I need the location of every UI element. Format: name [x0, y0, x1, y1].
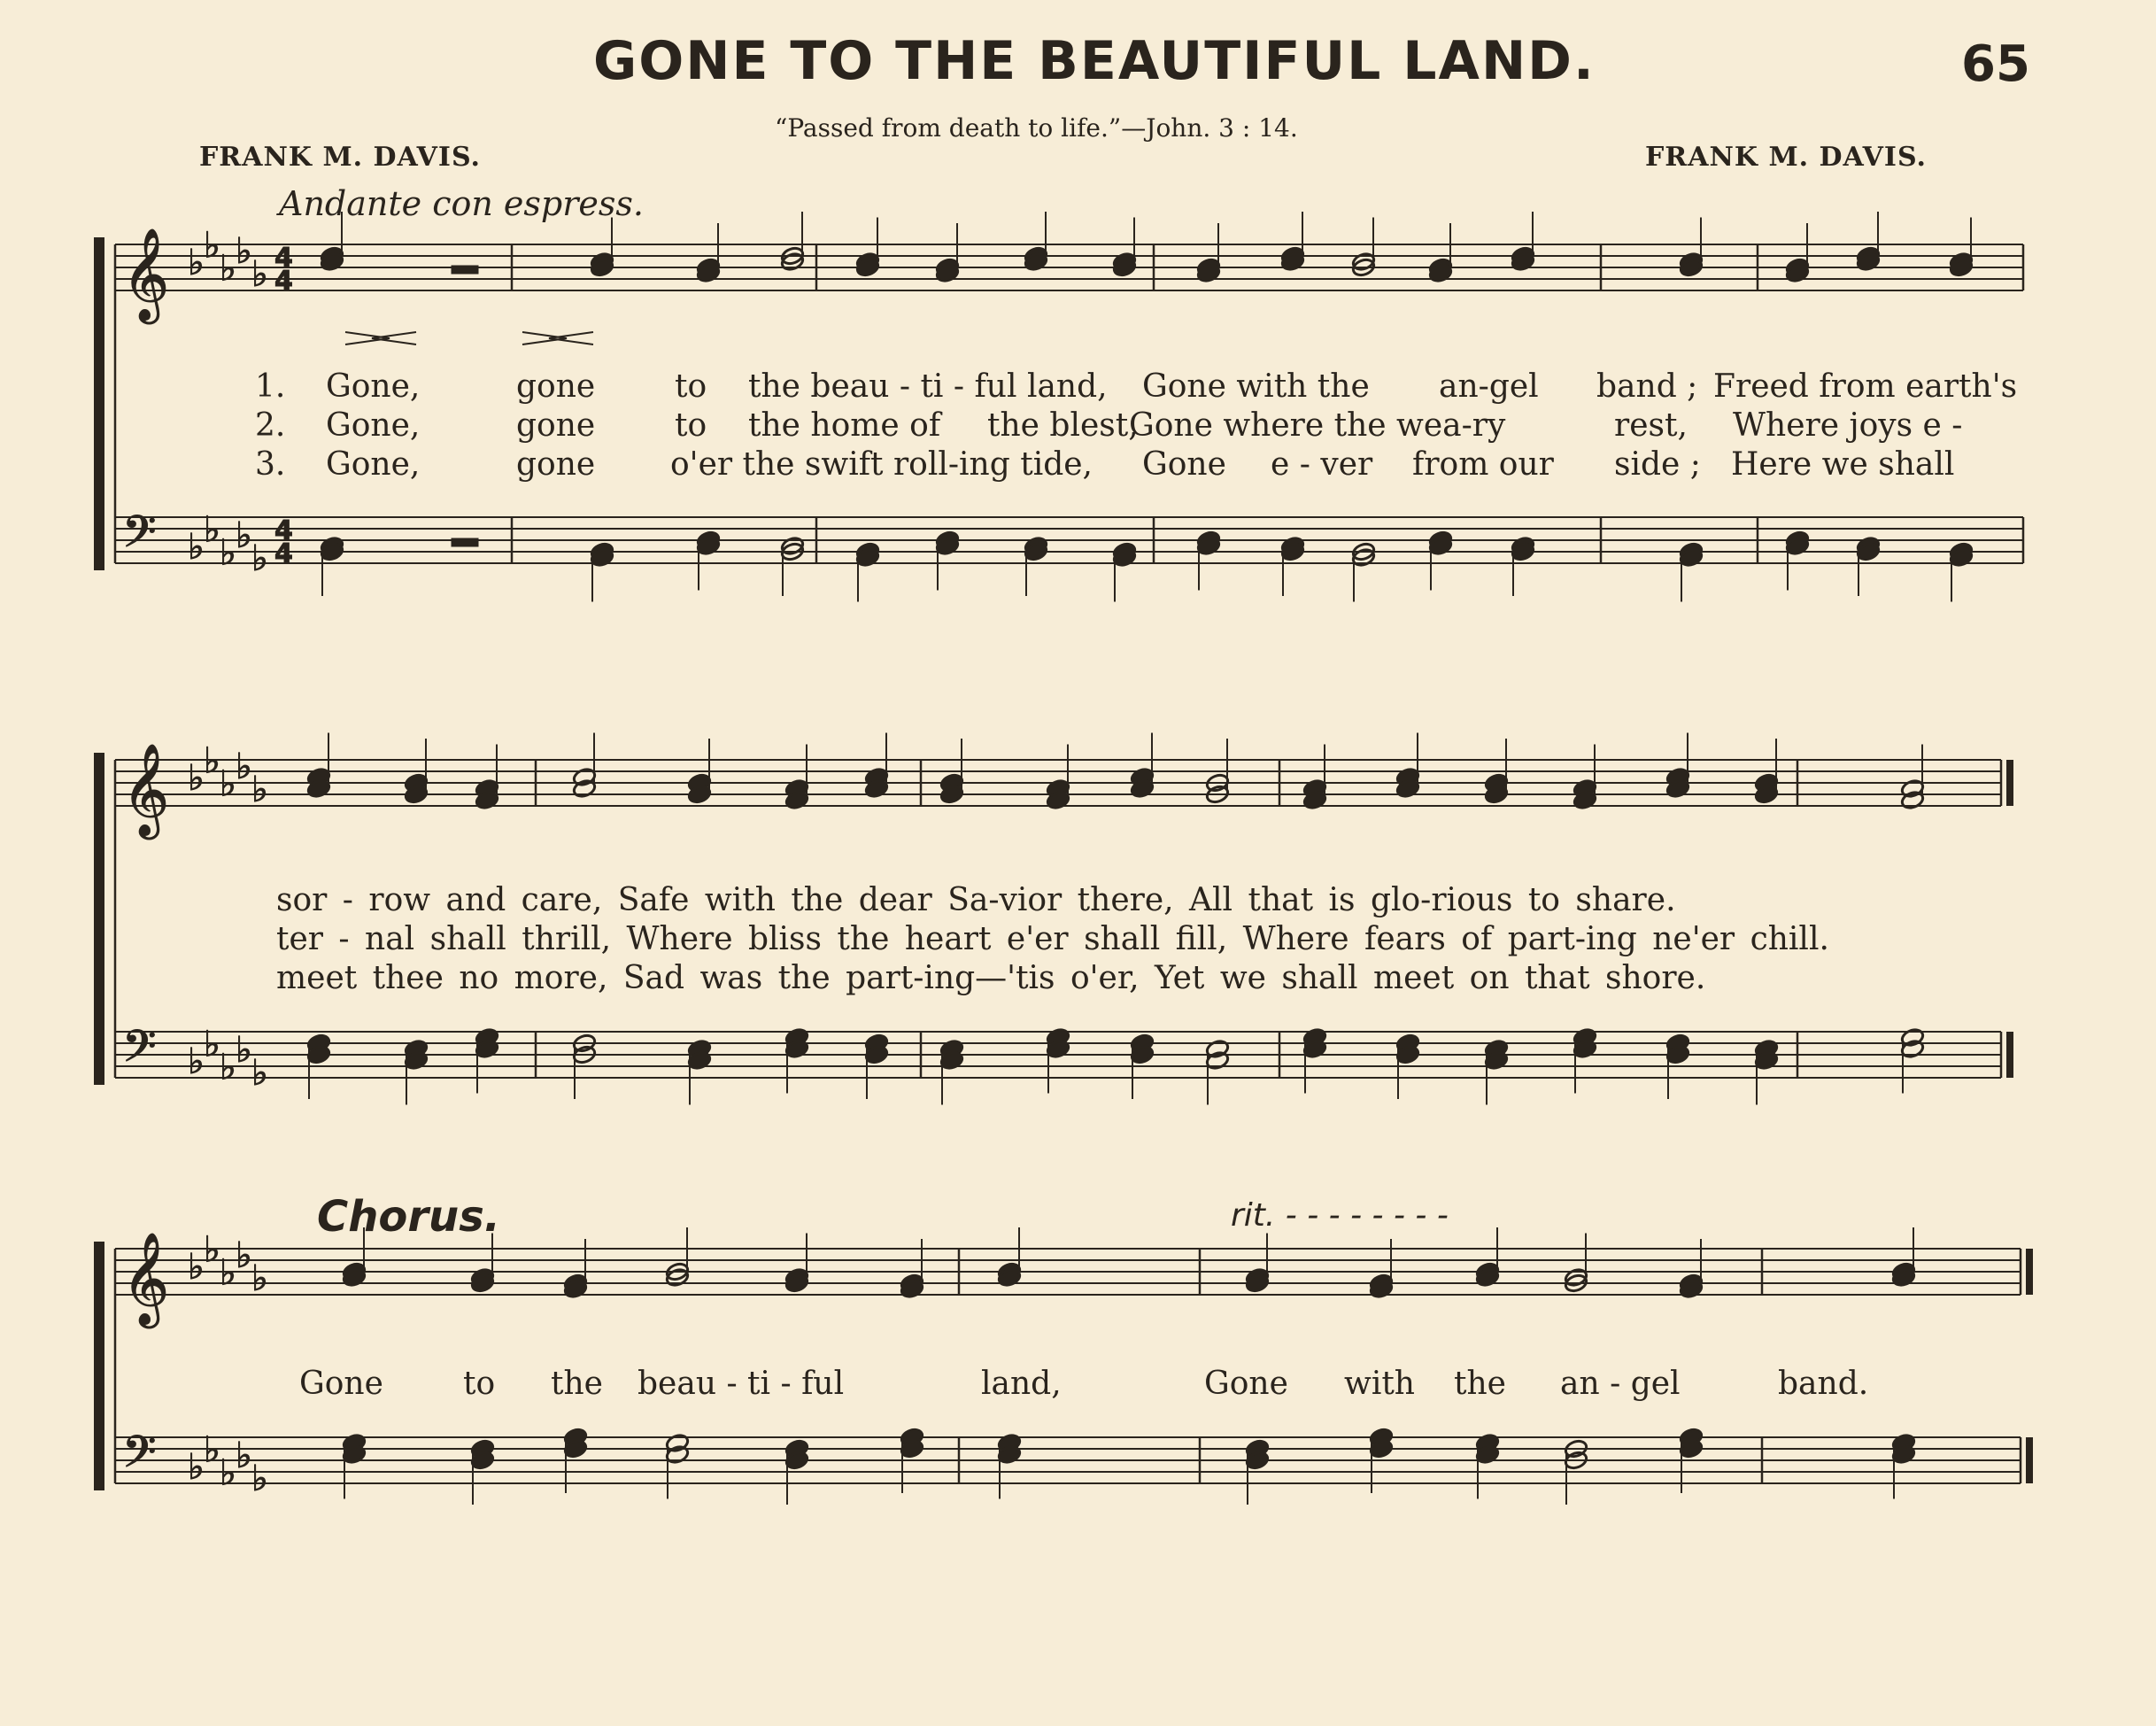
lyric-syllable: Gone	[1142, 446, 1226, 483]
lyric-syllable: Gone where the wea-ry	[1129, 407, 1506, 444]
treble-clef: 𝄞	[122, 1232, 170, 1325]
song-title: GONE TO THE BEAUTIFUL LAND.	[593, 30, 1596, 92]
lyric-syllable: gone	[516, 407, 596, 444]
time-signature-top: 4	[274, 515, 293, 546]
flat-sign: ♭	[220, 763, 236, 805]
flat-sign: ♭	[204, 1024, 220, 1065]
bass-clef: 𝄢	[122, 1427, 157, 1489]
time-signature-bottom: 4	[274, 538, 293, 569]
flat-sign: ♭	[220, 1047, 236, 1088]
dynamics-hairpin	[372, 332, 416, 344]
flat-sign: ♭	[188, 527, 205, 568]
time-signature-top: 4	[274, 243, 293, 274]
lyric-syllable: rest,	[1614, 407, 1688, 444]
time-signature-bottom: 4	[274, 266, 293, 297]
lyric-syllable: to	[675, 368, 707, 405]
lyric-syllable: the blest,	[987, 407, 1139, 444]
lyric-syllable: gone	[516, 446, 596, 483]
lyric-syllable: Gone with the	[1142, 368, 1370, 405]
flat-sign: ♭	[204, 740, 220, 782]
lyric-syllable: gone	[516, 368, 596, 405]
lyric-syllable: band ;	[1596, 368, 1698, 405]
lyric-syllable: an-gel	[1439, 368, 1539, 405]
dynamics-hairpin	[345, 332, 390, 344]
flat-sign: ♭	[236, 1235, 252, 1276]
rest	[452, 538, 478, 546]
verse-number: 2.	[255, 407, 286, 444]
lyric-syllable: Gone,	[326, 446, 421, 483]
flat-sign: ♭	[188, 1247, 205, 1288]
verse-number: 1.	[255, 368, 286, 405]
flat-sign: ♭	[220, 1452, 236, 1494]
flat-sign: ♭	[188, 1041, 205, 1082]
flat-sign: ♭	[236, 1030, 252, 1071]
lyric-line: ter - nal shall thrill, Where bliss the heart e'er shall fill, Where fears of part-ing ne'er chill.	[276, 921, 1829, 957]
flat-sign: ♭	[236, 747, 252, 787]
flat-sign: ♭	[236, 231, 252, 272]
lyric-line: meet thee no more, Sad was the part-ing—'tis o'er, Yet we shall meet on that shore.	[276, 960, 1706, 996]
flat-sign: ♭	[251, 538, 268, 579]
flat-sign: ♭	[251, 770, 268, 810]
verse-number: 3.	[255, 446, 286, 483]
dynamics-hairpin	[549, 332, 593, 344]
flat-sign: ♭	[204, 1429, 220, 1471]
lyric-syllable: Freed from earth's	[1713, 368, 2018, 405]
flat-sign: ♭	[251, 1258, 268, 1299]
lyric-syllable: Gone,	[326, 368, 421, 405]
lyric-syllable: the	[1454, 1366, 1506, 1402]
lyric-syllable: to	[675, 407, 707, 444]
flat-sign: ♭	[220, 1252, 236, 1294]
rest	[452, 266, 478, 274]
lyric-syllable: Here we shall	[1731, 446, 1955, 483]
treble-clef: 𝄞	[122, 743, 170, 836]
lyric-syllable: with	[1344, 1366, 1415, 1402]
flat-sign: ♭	[188, 243, 205, 283]
lyric-syllable: to	[463, 1366, 496, 1402]
tempo-marking: Andante con espress.	[279, 184, 644, 223]
page-number: 65	[1961, 35, 2030, 93]
flat-sign: ♭	[251, 1459, 268, 1499]
lyric-syllable: Gone	[299, 1366, 383, 1402]
flat-sign: ♭	[188, 758, 205, 799]
lyric-syllable: Gone	[1204, 1366, 1288, 1402]
flat-sign: ♭	[236, 515, 252, 556]
ritardando-marking: rit. - - - - - - - -	[1231, 1197, 1449, 1234]
flat-sign: ♭	[251, 1053, 268, 1094]
chorus-label: Chorus.	[317, 1192, 501, 1242]
treble-clef: 𝄞	[122, 228, 170, 321]
flat-sign: ♭	[204, 225, 220, 267]
words-credit: FRANK M. DAVIS.	[199, 142, 482, 173]
lyric-syllable: from our	[1412, 446, 1554, 483]
flat-sign: ♭	[204, 509, 220, 551]
flat-sign: ♭	[204, 1229, 220, 1271]
lyric-line: sor - row and care, Safe with the dear Sa-vior there, All that is glo-rious to share.	[276, 882, 1676, 918]
flat-sign: ♭	[220, 248, 236, 290]
bass-clef: 𝄢	[122, 1021, 157, 1083]
lyric-syllable: e - ver	[1271, 446, 1373, 483]
lyric-syllable: the	[551, 1366, 603, 1402]
lyric-syllable: side ;	[1614, 446, 1701, 483]
lyric-syllable: Where joys e -	[1733, 407, 1963, 444]
bass-clef: 𝄢	[122, 507, 157, 569]
flat-sign: ♭	[220, 532, 236, 574]
scripture-epigraph: “Passed from death to life.”—John. 3 : 14.	[775, 113, 1298, 143]
lyric-syllable: Gone,	[326, 407, 421, 444]
lyric-syllable: the beau - ti - ful land,	[748, 368, 1108, 405]
lyric-syllable: an - gel	[1560, 1366, 1681, 1402]
lyric-syllable: land,	[981, 1366, 1062, 1402]
flat-sign: ♭	[236, 1436, 252, 1476]
dynamics-hairpin	[522, 332, 567, 344]
lyric-syllable: o'er the swift roll-ing tide,	[670, 446, 1093, 483]
flat-sign: ♭	[251, 254, 268, 295]
lyric-syllable: band.	[1778, 1366, 1869, 1402]
flat-sign: ♭	[188, 1447, 205, 1488]
music-credit: FRANK M. DAVIS.	[1645, 142, 1928, 173]
lyric-syllable: beau - ti - ful	[638, 1366, 845, 1402]
lyric-syllable: the home of	[748, 407, 941, 444]
